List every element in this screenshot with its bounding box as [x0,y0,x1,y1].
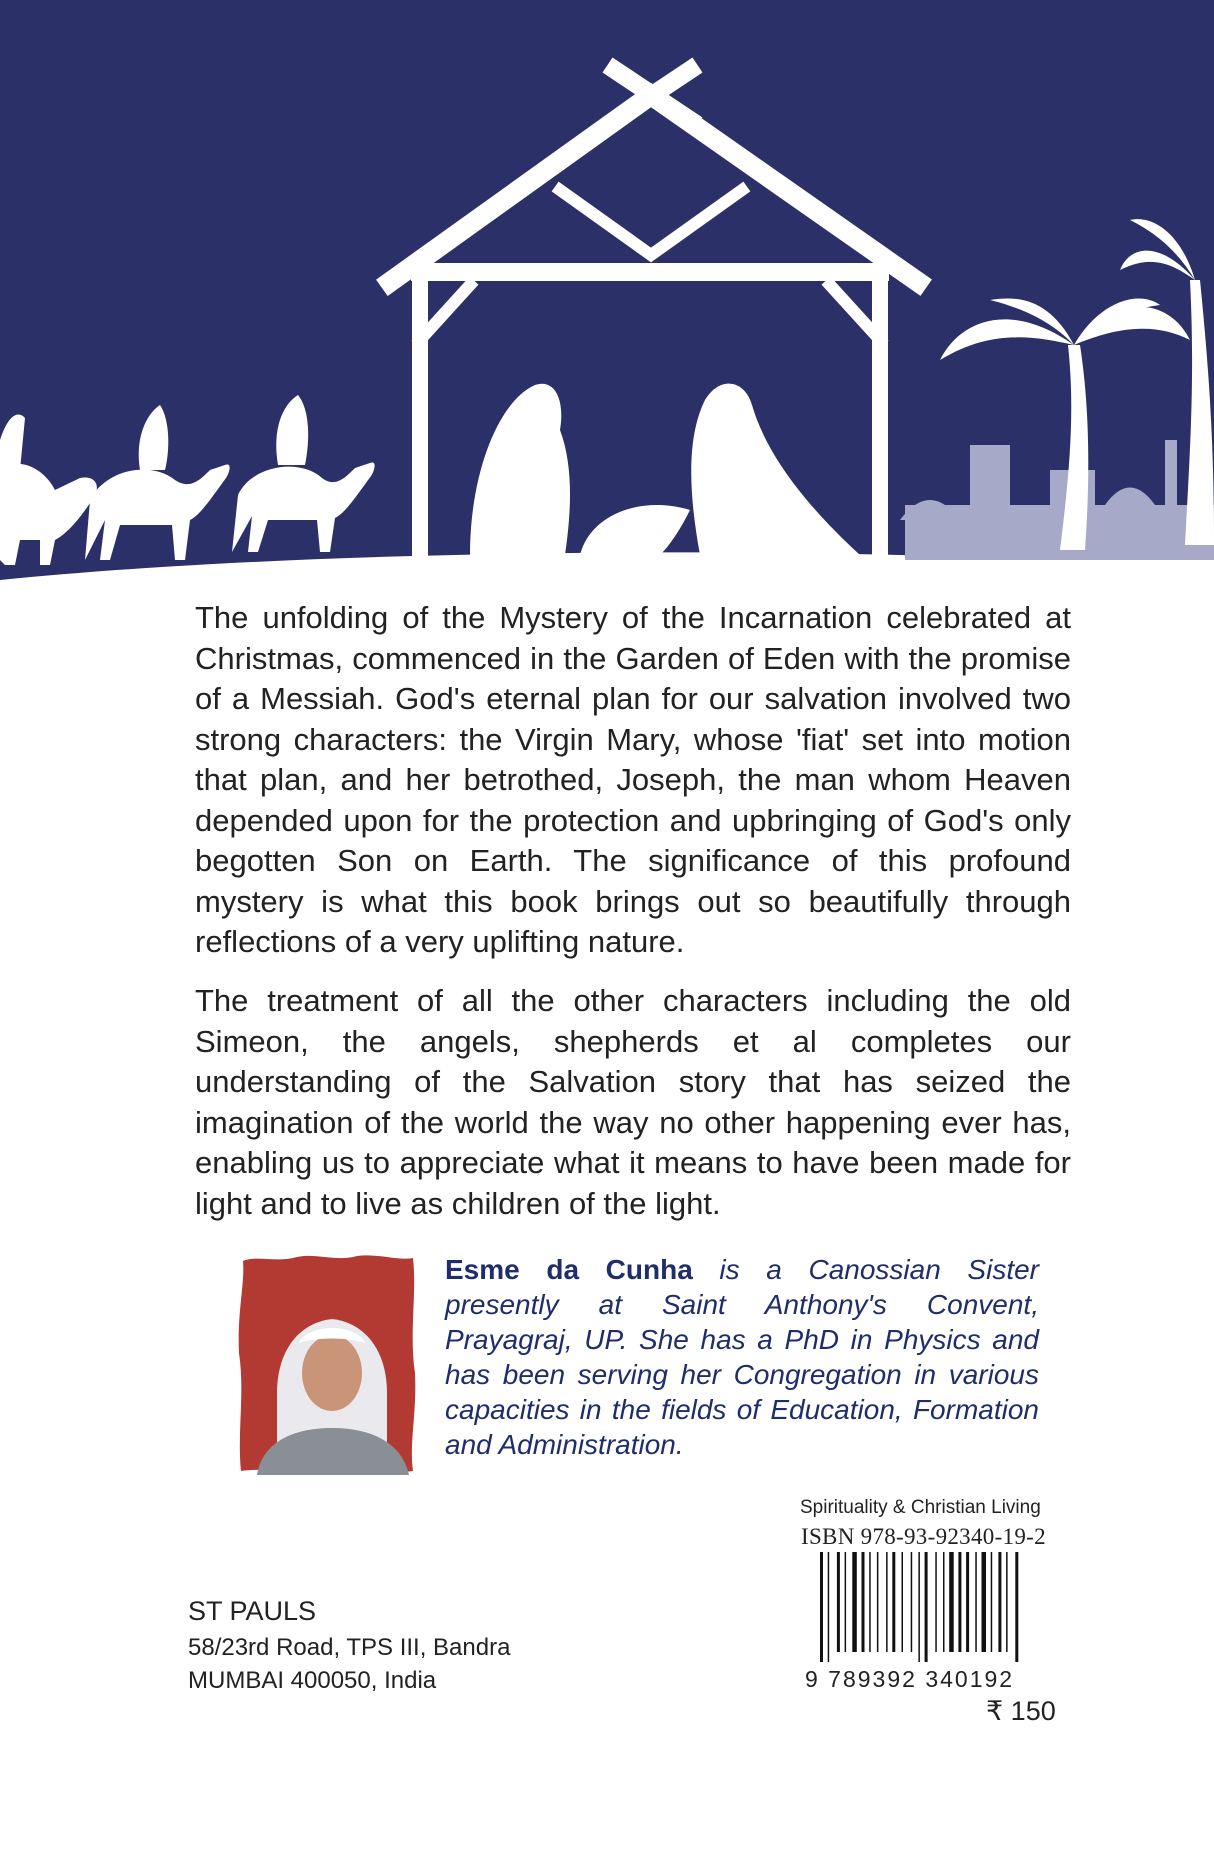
barcode-digits: 9 789392 340192 [805,1666,1015,1692]
publisher-name: ST PAULS [188,1596,317,1626]
publisher-address-line-2: MUMBAI 400050, India [188,1667,437,1694]
author-name: Esme da Cunha [445,1254,693,1285]
isbn-text: ISBN 978-93-92340-19-2 [801,1524,1046,1549]
blurb-paragraph-2: The treatment of all the other characters including the old Simeon, the angels, shepherds et al completes our understanding of the Salvation story that has seized the imagination of the world the way no other happening ever has, enabling us to appreciate what it means to have been made for light and to live as children of the light. [195,983,1071,1221]
author-bio [445,1252,1039,1462]
blurb-paragraph-1: The unfolding of the Mystery of the Incarnation celebrated at Christmas, commenced in the Garden of Eden with the promise of a Messiah. God's eternal plan for our salvation involved two strong characters: the Virgin Mary, whose 'fiat' set into motion that plan, and her betrothed, Joseph, the man whom Heaven depended upon for the protection and upbringing of God's only begotten Son on Earth. The significance of this profound mystery is what this book brings out so beautifully through reflections of a very uplifting nature. [195,600,1071,959]
author-photo [237,1253,417,1475]
publisher-address-line-1: 58/23rd Road, TPS III, Bandra [188,1634,511,1661]
book-category: Spirituality & Christian Living [800,1497,1041,1518]
barcode-icon [820,1552,1046,1662]
price: ₹ 150 [986,1696,1056,1726]
nativity-scene-illustration [0,0,1214,600]
author-bio-text: is a Canossian Sister presently at Saint Anthony's Convent, Prayagraj, UP. She has a PhD in Physics and has been serving her Congregation in various capacities in the fields of Education, Formation and Administration. [445,1254,1039,1460]
